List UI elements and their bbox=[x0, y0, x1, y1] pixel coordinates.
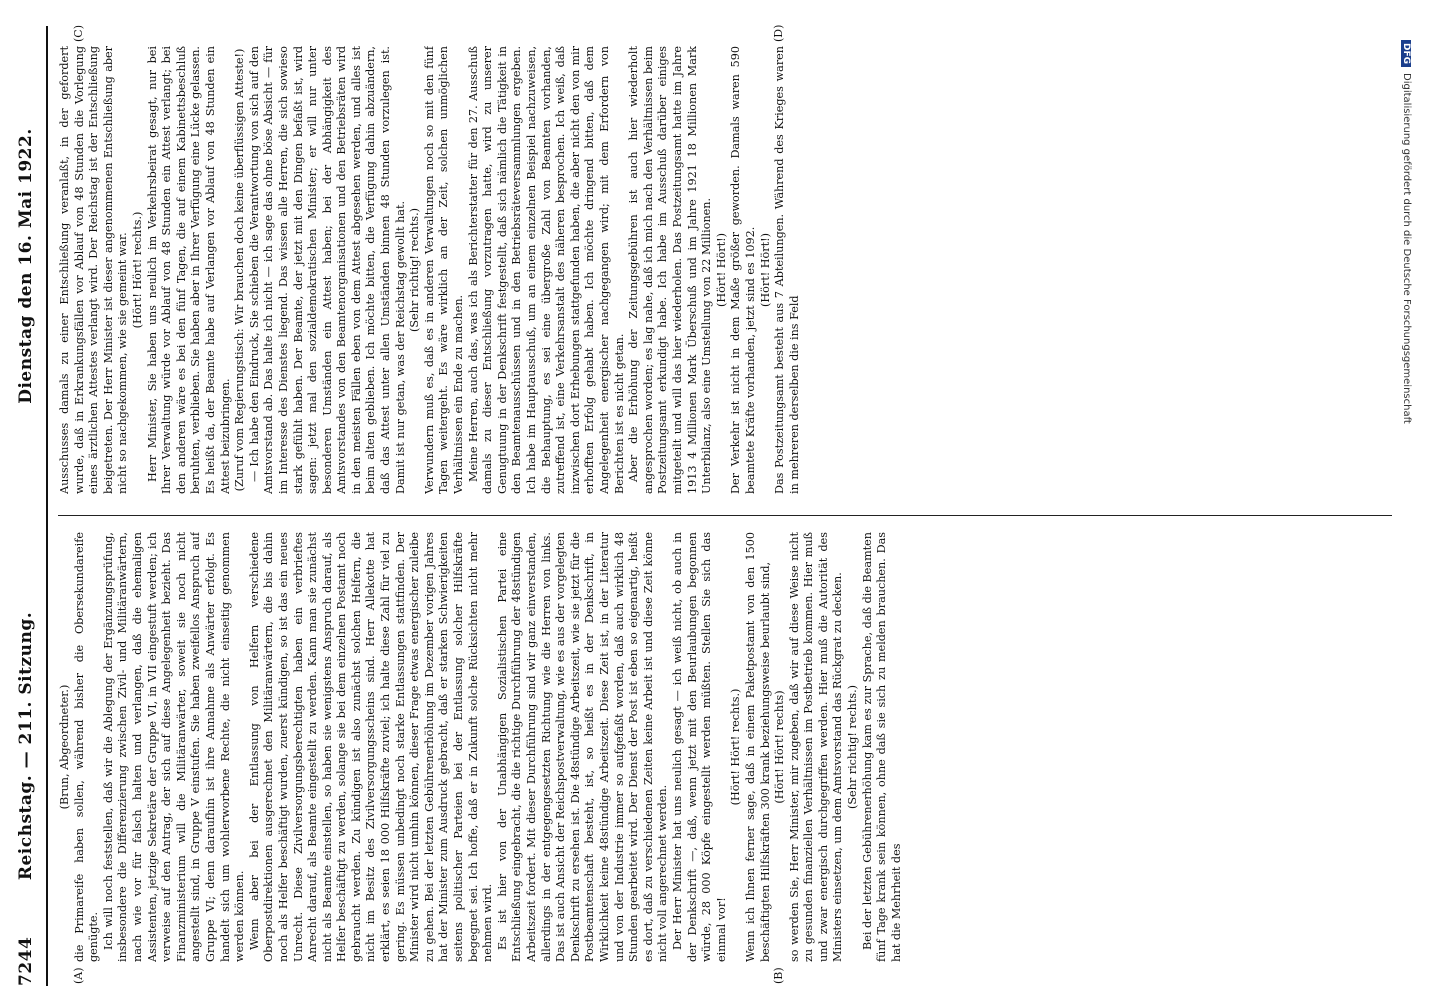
dfg-badge: DFG bbox=[1401, 40, 1411, 67]
rotated-document bbox=[12, 26, 1392, 986]
paragraph: Meine Herren, auch das, was ich als Berichterstatter für den 27. Ausschuß damals zu dieser Entschließung vorzutragen hatte, wird zu unserer Genugtuung in der Denkschrift festgestellt, daß sich nämlich die Tätigkeit in den Beamtenausschüssen und in den Betriebsräteversammlungen ergeben. Ich habe im Hauptausschuß, um an einem einzelnen Beispiel nachzuweisen, die Behauptung, es sei eine übergroße Zahl von Beamten vorhanden, zutreffend ist, eine Verkehrsanstalt des näheren besprochen. Ich weiß, daß inzwischen dort Erhebungen stattgefunden haben, die aber nicht den von mir erhofften Erfolg gehabt haben. Ich möchte dringend bitten, daß dem Angelegenheit energischer nachgegangen wird; mit dem Erfordern von Berichten ist es nicht getan. bbox=[466, 46, 626, 494]
paragraph: Der Verkehr ist nicht in dem Maße größer geworden. Damals waren 590 beamtete Kräfte vorhanden, jetzt sind es 1092. bbox=[729, 46, 757, 494]
paragraph: (Hört! Hört! rechts) bbox=[773, 690, 787, 804]
paragraph: Es ist hier von der Unabhängigen Sozialistischen Partei eine Entschließung eingebracht, die die richtige Durchführung der 48stündigen Arbeitszeit fordert. Mit dieser Durchführung sind wir ganz einverstanden, allerdings in der entgegengesetzten Richtung wie die Herren von links. Das ist auch Ansicht der Reichspostverwaltung, wie es aus der vorgelegten Denkschrift zu ersehen ist. Die 48stündige Arbeitszeit, wie sie jetzt für die Postbeamtenschaft besteht, ist, so heißt es in der Denkschrift, in Wirklichkeit keine 48stündige Arbeitszeit. Diese Zeit ist, in der Literatur und von der Industrie immer so aufgefaßt worden, daß auch wirklich 48 Stunden gearbeitet wird. Der Dienst der Post ist eben so eigenartig, heißt es dort, daß zu verschiedenen Zeiten keine Arbeit ist und diese Zeit könne nicht voll angerechnet werden. bbox=[495, 532, 670, 962]
paragraph: Ich will noch feststellen, daß wir die Ablegung der Ergänzungsprüfung, insbesondere die Differenzierung zwischen Zivil- und Militäranwärtern, nach wie vor für falsch halten und verlangen, daß die ehemaligen Assistenten, jetzige Sekretäre der Gruppe VI, in VII eingestuft werden; ich verweise auf den Antrag, der sich auf diese Angelegenheit bezieht. Das Finanzministerium will die Militäranwärter, soweit sie noch nicht angestellt sind, in Gruppe V einstufen. Sie haben zweifellos Anspruch auf Gruppe VI; denn daraufhin ist ihre Annahme als Anwärter erfolgt. Es handelt sich um wohlerworbene Rechte, die nicht einseitig genommen werden können. bbox=[101, 532, 247, 962]
paragraph: Bei der letzten Gebührenerhöhung kam es zur Sprache, daß die Beamten fünf Tage krank sein können, ohne daß sie sich zu melden brauchen. Das hat die Mehrheit des bbox=[860, 532, 903, 962]
paragraph: (Hört! Hört!) bbox=[758, 233, 772, 307]
paragraph: (Hört! Hört! rechts.) bbox=[729, 688, 743, 806]
paragraph: Ausschusses damals zu einer Entschließung veranlaßt, in der gefordert wurde, daß in Erkrankungsfällen vor Ablauf von 48 Stunden die Vorlegung eines ärztlichen Attestes verlangt wird. Der Reichstag ist der Entschließung beigetreten. Der Herr Minister ist dieser angenommenen Entschließung aber nicht so nachgekommen, wie sie gemeint war. bbox=[58, 46, 130, 494]
paragraph: (Sehr richtig! rechts.) bbox=[408, 207, 422, 333]
margin-marker-d: (D) bbox=[772, 24, 785, 42]
paragraph: Herr Minister, Sie haben uns neulich im Verkehrsbeirat gesagt, nur bei Ihrer Verwaltung würde vor Ablauf von 48 Stunden ein Attest verlangt; bei den anderen wäre es bei den fünf Tagen, die auf einem Kabinettsbeschluß beruhten, verblieben. Sie haben aber in Ihrer Verfügung eine Lücke gelassen. Es heißt da, der Beamte habe auf Verlangen vor Ablauf von 48 Stunden ein Attest beizubringen. bbox=[145, 46, 232, 494]
paragraph: (Brun, Abgeordneter.) bbox=[58, 684, 71, 810]
paragraph: Wenn ich Ihnen ferner sage, daß in einem Paketpostamt von den 1500 beschäftigten Hilfskräften 300 krank beziehungsweise beurlaubt sind, bbox=[743, 532, 772, 962]
header-left-title: Reichstag. — 211. Sitzung. bbox=[16, 611, 36, 881]
sidebar-credit bbox=[1398, 40, 1412, 940]
margin-marker-c: (C) bbox=[72, 25, 85, 42]
paragraph: Verwundern muß es, daß es in anderen Verwaltungen noch so mit den fünf Tagen weitergeht. Es wäre wirklich an der Zeit, solchen unmöglichen Verhältnissen ein Ende zu machen. bbox=[422, 46, 466, 494]
header-right-title: Dienstag den 16. Mai 1922. bbox=[16, 128, 36, 404]
paragraph: die Primareife haben sollen, während bisher die Obersekundareife genügte. bbox=[72, 532, 101, 962]
paragraph: so werden Sie, Herr Minister, mir zugeben, daß wir auf diese Weise nicht zu gesunden finanziellen Verhältnissen im Postbetrieb kommen. Hier muß und zwar energisch durchgegriffen werden. Hier muß die Autorität des Ministers einsetzen, um dem Amtsvorstand das Rückgrat zu decken. bbox=[787, 532, 845, 962]
left-column bbox=[58, 532, 1392, 962]
sidebar-note: Digitalisierung gefördert durch die Deutsche Forschungsgemeinschaft bbox=[1401, 73, 1412, 424]
column-divider bbox=[58, 515, 1392, 516]
paragraph: (Zuruf vom Regierungstisch: Wir brauchen doch keine überflüssigen Atteste!) bbox=[233, 48, 247, 492]
page-number: 7244 bbox=[16, 936, 36, 986]
paragraph: Wenn aber bei der Entlassung von Helfern verschiedene Oberpostdirektionen ausgerechnet den Militäranwärtern, die bis dahin noch als Helfer beschäftigt wurden, zuerst kündigen, so ist das ein neues Unrecht. Diese Zivilversorgungsberechtigten haben ein verbrieftes Anrecht darauf, als Beamte eingestellt zu werden. Kann man sie zunächst nicht als Beamte einstellen, so haben sie wenigstens Anspruch darauf, als Helfer beschäftigt zu werden, solange sie bei dem einzelnen Postamt noch gebraucht werden. Zu kündigen ist also zunächst solchen Helfern, die nicht im Besitz des Zivilversorgungsscheins sind. Herr Allekotte hat erklärt, es seien 18 000 Hilfskräfte zuviel; ich halte diese Zahl für viel zu gering. Es müssen unbedingt noch starke Entlassungen stattfinden. Der Minister wird nicht umhin können, dieser Frage etwas energischer zuleibe zu gehen. Bei der letzten Gebührenerhöhung im Dezember vorigen Jahres hat der Minister zum Ausdruck gebracht, daß er starken Schwierigkeiten seitens politischer Parteien bei der Entlassung solcher Hilfskräfte begegnet sei. Ich hoffe, daß er in Zukunft solche Rücksichten nicht mehr nehmen wird. bbox=[247, 532, 495, 962]
paragraph: Das Postzeitungsamt besteht aus 7 Abteilungen. Während des Krieges waren in mehreren derselben die ins Feld bbox=[773, 46, 801, 494]
margin-marker-a: (A) bbox=[72, 967, 85, 984]
paragraph: (Sehr richtig! rechts.) bbox=[846, 684, 860, 810]
paragraph: (Hört! Hört! rechts.) bbox=[130, 211, 144, 329]
running-header bbox=[12, 26, 48, 986]
paragraph: Der Herr Minister hat uns neulich gesagt — ich weiß nicht, ob auch in der Denkschrift —, daß, wenn jetzt mit den Beurlaubungen begonnen würde, 28 000 Köpfe eingestellt werden müßten. Stellen Sie sich das einmal vor! bbox=[670, 532, 728, 962]
paragraph: Aber die Erhöhung der Zeitungsgebühren ist auch hier wiederholt angesprochen worden; es lag nahe, daß ich mich nach den Verhältnissen beim Postzeitungsamt erkundigt habe. Ich habe im Ausschuß darüber einiges mitgeteilt und will das hier wiederholen. Das Postzeitungsamt hatte im Jahre 1913 4 Millionen Mark Überschuß und im Jahre 1921 18 Millionen Mark Unterbilanz, also eine Umstellung von 22 Millionen. bbox=[627, 46, 714, 494]
paragraph: (Hört! Hört!) bbox=[714, 233, 728, 307]
margin-marker-b: (B) bbox=[772, 967, 785, 984]
right-column bbox=[58, 46, 1392, 494]
paragraph: — Ich habe den Eindruck, Sie schieben die Verantwortung von sich auf den Amtsvorstand ab. Das halte ich nicht — ich sage das ohne böse Absicht — für im Interesse des Dienstes liegend. Das wissen alle Herren, die sich sowieso stark gefühlt haben. Der Beamte, der jetzt mit den Dingen befaßt ist, wird sagen: jetzt mal den sozialdemokratischen Minister; er will nur unter besonderen Umständen ein Attest haben; bei der Abhängigkeit des Amtsvorstandes von den Beamtenorganisationen und den Betriebsräten wird in den meisten Fällen eben von dem Attest abgesehen werden, und alles ist beim alten geblieben. Ich möchte bitten, die Verfügung dahin abzuändern, daß das Attest unter allen Umständen binnen 48 Stunden vorzulegen ist. Damit ist nur getan, was der Reichstag gewollt hat. bbox=[247, 46, 407, 494]
